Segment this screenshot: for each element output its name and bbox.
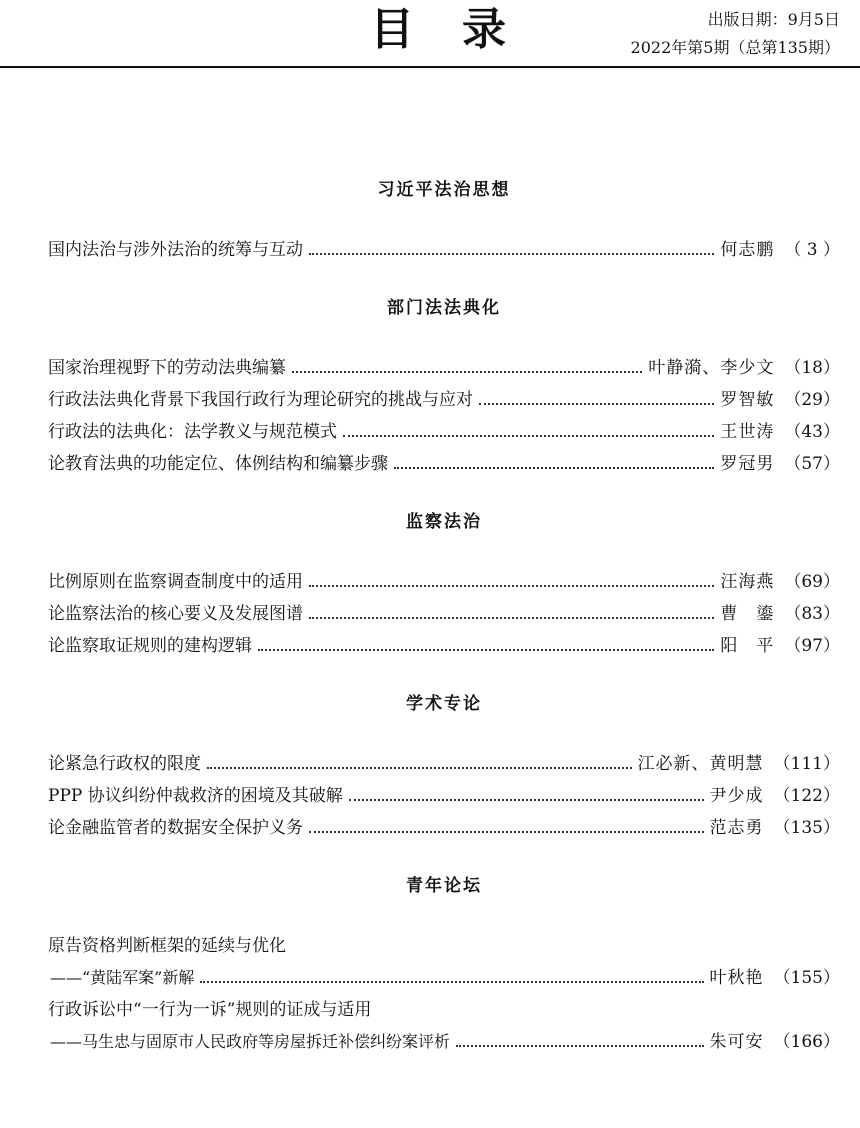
article-page: （135）: [773, 818, 840, 838]
article-author: 罗智敏: [720, 390, 775, 410]
article-page: （57）: [784, 454, 840, 474]
article-page: （122）: [773, 786, 840, 806]
article-author: 何志鹏: [720, 240, 775, 260]
dot-leader: [309, 585, 714, 587]
toc-section: [48, 866, 840, 1058]
toc-section: [48, 502, 840, 662]
dot-leader: [394, 467, 714, 469]
article-author: 叶静漪、李少文: [648, 358, 775, 378]
article-title: 论监察法治的核心要义及发展图谱: [48, 604, 303, 624]
article-author: 江必新、黄明慧: [637, 754, 764, 774]
section-heading: 习近平法治思想: [377, 180, 511, 200]
dot-leader: [258, 649, 714, 651]
article-author: 朱可安: [709, 1032, 764, 1052]
article-title: 行政诉讼中“一行为一诉”规则的证成与适用: [48, 1000, 372, 1020]
section-heading: 学术专论: [406, 694, 482, 714]
article-author: 阳 平: [720, 636, 775, 656]
article-author: 尹少成: [709, 786, 764, 806]
toc-section: [48, 170, 840, 266]
toc-entry[interactable]: [48, 748, 840, 780]
article-title: 原告资格判断框架的延续与优化: [48, 936, 286, 956]
article-title: 论监察取证规则的建构逻辑: [48, 636, 252, 656]
toc-entry-title-line[interactable]: [48, 994, 840, 1026]
dot-leader: [309, 831, 704, 833]
issue-number: 2022年第5期（总第135期）: [630, 38, 840, 57]
dot-leader: [309, 253, 714, 255]
article-author: 范志勇: [709, 818, 764, 838]
article-page: （69）: [784, 572, 840, 592]
article-title: 论金融监管者的数据安全保护义务: [48, 818, 303, 838]
toc-entry-title-line[interactable]: [48, 930, 840, 962]
toc-entry[interactable]: [48, 566, 840, 598]
article-title: 比例原则在监察调查制度中的适用: [48, 572, 303, 592]
toc-entry[interactable]: [48, 234, 840, 266]
dot-leader: [349, 799, 704, 801]
article-subtitle: ——马生忠与固原市人民政府等房屋拆迁补偿纠纷案评析: [50, 1032, 451, 1051]
toc-entry[interactable]: [48, 630, 840, 662]
article-page: （166）: [773, 1032, 840, 1052]
toc-entry[interactable]: [48, 812, 840, 844]
toc-entry[interactable]: [48, 1026, 840, 1058]
page-header: [0, 0, 860, 70]
article-page: （ 3 ）: [784, 240, 840, 260]
article-page: （29）: [784, 390, 840, 410]
article-title: 行政法法典化背景下我国行政行为理论研究的挑战与应对: [48, 390, 473, 410]
article-title: 论紧急行政权的限度: [48, 754, 201, 774]
toc-entry[interactable]: [48, 780, 840, 812]
dot-leader: [343, 435, 714, 437]
issue-meta: [631, 6, 840, 62]
toc-section: [48, 684, 840, 844]
article-title: 行政法的法典化：法学教义与规范模式: [48, 422, 337, 442]
article-author: 汪海燕: [720, 572, 775, 592]
section-heading: 部门法法典化: [387, 298, 501, 318]
article-title: PPP 协议纠纷仲裁救济的困境及其破解: [48, 786, 343, 806]
dot-leader: [456, 1045, 704, 1047]
article-author: 叶秋艳: [709, 968, 764, 988]
article-title: 国家治理视野下的劳动法典编纂: [48, 358, 286, 378]
dot-leader: [309, 617, 714, 619]
dot-leader: [479, 403, 714, 405]
article-page: （155）: [773, 968, 840, 988]
section-heading: 监察法治: [406, 512, 482, 532]
article-title: 论教育法典的功能定位、体例结构和编纂步骤: [48, 454, 388, 474]
article-author: 王世涛: [720, 422, 775, 442]
publish-date: 出版日期：9月5日: [707, 10, 840, 29]
toc-entry[interactable]: [48, 962, 840, 994]
article-author: 曹 鎏: [720, 604, 775, 624]
dot-leader: [207, 767, 632, 769]
toc-entry[interactable]: [48, 416, 840, 448]
dot-leader: [292, 371, 642, 373]
table-of-contents: [48, 170, 840, 1080]
article-author: 罗冠男: [720, 454, 775, 474]
toc-entry[interactable]: [48, 384, 840, 416]
article-page: （18）: [784, 358, 840, 378]
section-heading: 青年论坛: [406, 876, 482, 896]
article-page: （111）: [773, 754, 840, 774]
dot-leader: [200, 981, 703, 983]
toc-entry[interactable]: [48, 448, 840, 480]
article-page: （97）: [784, 636, 840, 656]
toc-section: [48, 288, 840, 480]
article-page: （43）: [784, 422, 840, 442]
toc-entry[interactable]: [48, 352, 840, 384]
article-page: （83）: [784, 604, 840, 624]
toc-entry[interactable]: [48, 598, 840, 630]
page-title: 目录: [370, 4, 554, 55]
header-rule: [0, 66, 860, 68]
article-title: 国内法治与涉外法治的统筹与互动: [48, 240, 303, 260]
article-subtitle: ——“黄陆军案”新解: [50, 968, 195, 987]
